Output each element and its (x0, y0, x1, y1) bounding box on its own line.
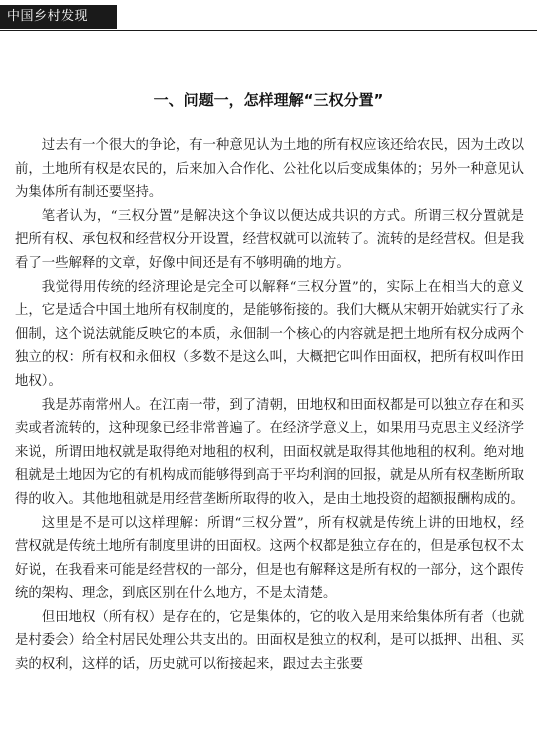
paragraph: 我是苏南常州人。在江南一带，到了清朝，田地权和田面权都是可以独立存在和买卖或者流转的，这种现象已经非常普遍了。在经济学意义上，如果用马克思主义经济学来说，所谓田地权就是取得绝对地租的权利，田面权就是取得其他地租的权利。绝对地租就是土地因为它的有机构成而能够得到高于平均利润的回报，就是从所有权垄断所取得的收入。其他地租就是用经营垄断所取得的收入，是由土地投资的超额报酬构成的。 (15, 397, 524, 507)
header-divider (0, 30, 537, 31)
paragraph: 但田地权（所有权）是存在的，它是集体的，它的收入是用来给集体所有者（也就是村委会）给全村居民处理公共支出的。田面权是独立的权利，是可以抵押、出租、买卖的权利，这样的话，历史就可以衔接起来，跟过去主张要 (15, 609, 524, 673)
header-label: 中国乡村发现 (0, 5, 117, 29)
paragraph: 笔者认为，“三权分置”是解决这个争议以便达成共识的方式。所谓三权分置就是把所有权、承包权和经营权分开设置，经营权就可以流转了。流转的是经营权。但是我看了一些解释的文章，好像中间还是有不够明确的地方。 (15, 208, 524, 271)
paragraph: 这里是不是可以这样理解：所谓“三权分置”，所有权就是传统上讲的田地权，经营权就是传统土地所有制度里讲的田面权。这两个权都是独立存在的，但是承包权不太好说，在我看来可能是经营权的一部分，但是也有解释这是所有权的一部分，这个跟传统的架构、理念，到底区别在什么地方，不是太清楚。 (15, 515, 524, 602)
paragraph: 我觉得用传统的经济理论是完全可以解释“三权分置”的，实际上在相当大的意义上，它是适合中国土地所有权制度的，是能够衔接的。我们大概从宋朝开始就实行了永佃制，这个说法就能反映它的本质，永佃制一个核心的内容就是把土地所有权分成两个独立的权：所有权和永佃权（多数不是这么叫，大概把它叫作田面权，把所有权叫作田地权）。 (15, 279, 524, 389)
section-title: 一、问题一，怎样理解“三权分置” (153, 91, 384, 109)
paragraph: 过去有一个很大的争论，有一种意见认为土地的所有权应该还给农民，因为土改以前，土地所有权是农民的，后来加入合作化、公社化以后变成集体的；另外一种意见认为集体所有制还要坚持。 (15, 138, 524, 201)
body-text (15, 134, 524, 677)
